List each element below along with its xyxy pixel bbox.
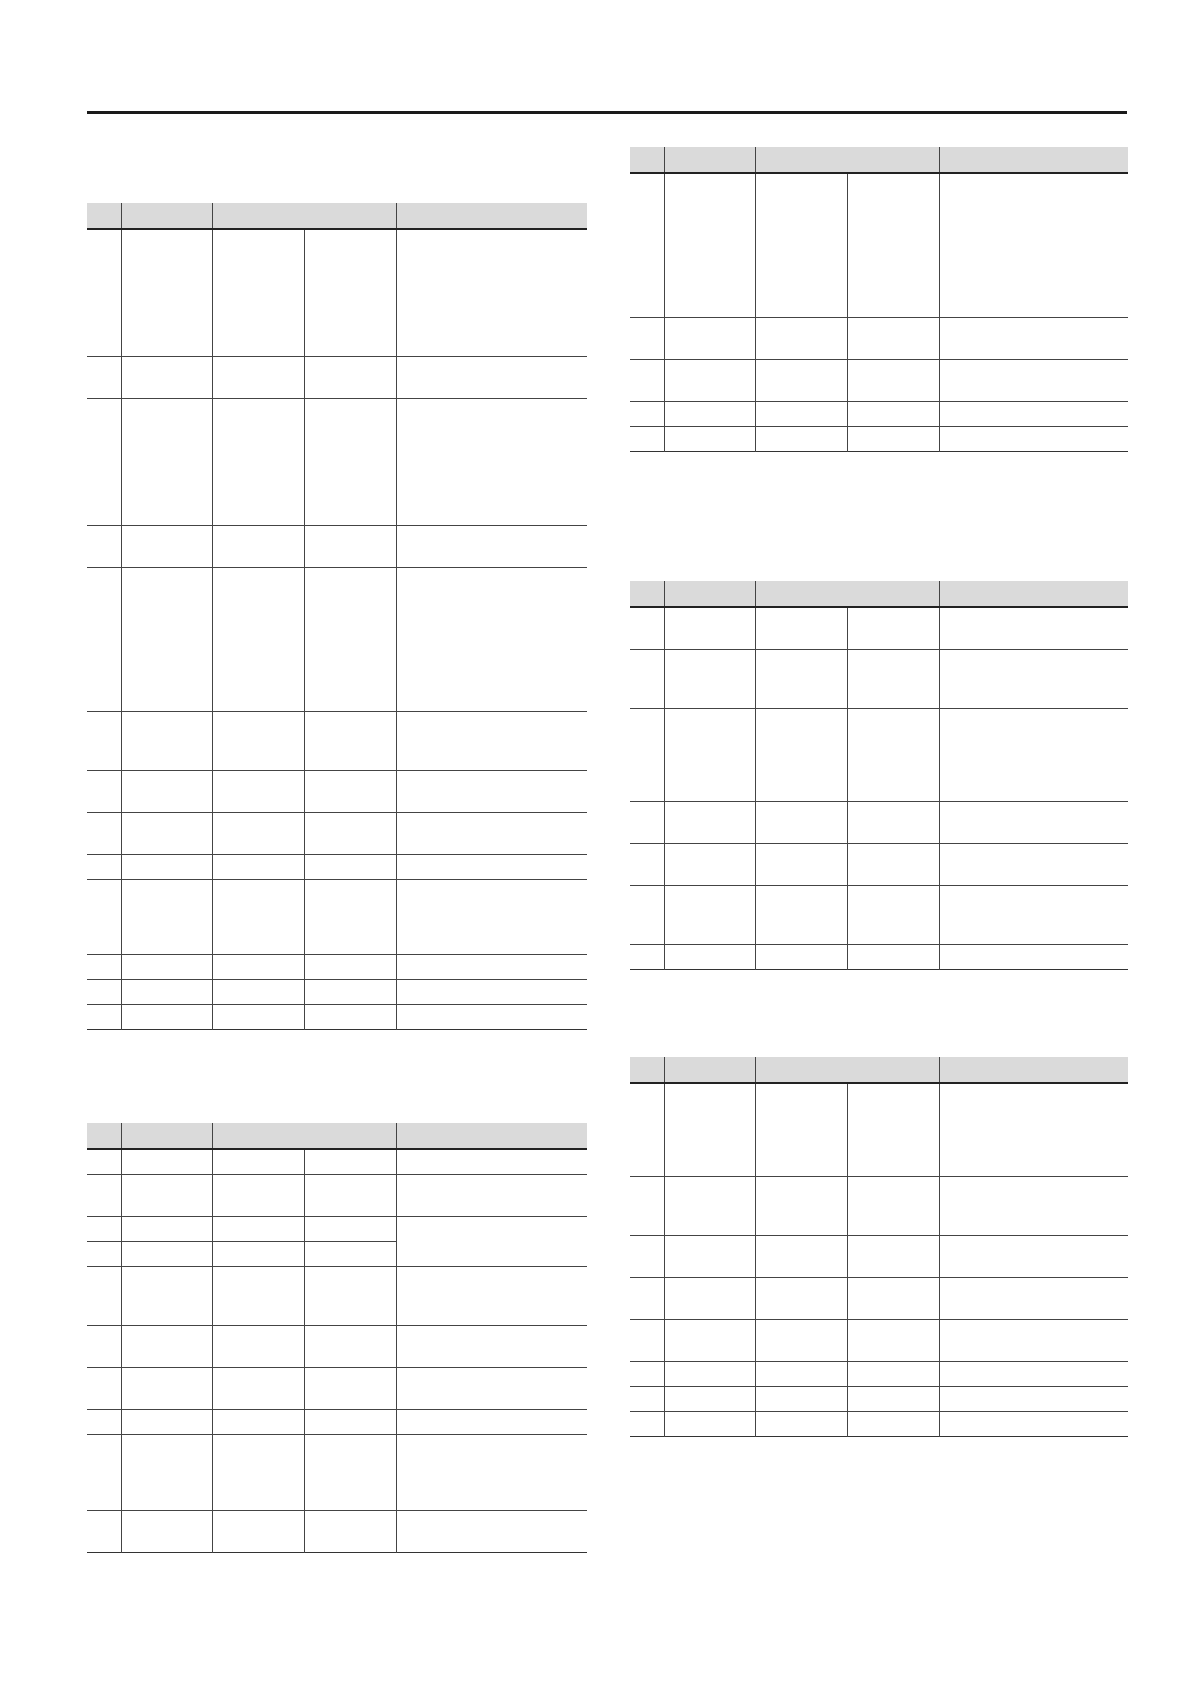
header-cell-explanation — [396, 1123, 587, 1149]
table-cell — [939, 1235, 1128, 1277]
table-cell — [87, 525, 121, 567]
table-cell — [630, 944, 664, 969]
table-cell — [664, 1176, 755, 1235]
table-cell — [304, 1409, 396, 1434]
table-header — [630, 147, 1128, 173]
table-cell — [664, 317, 755, 359]
header-cell-parameter — [121, 203, 212, 229]
table-cell — [847, 885, 939, 944]
table-row — [87, 1434, 587, 1510]
table-cell — [396, 356, 587, 398]
table-cell — [121, 854, 212, 879]
table-cell — [755, 317, 847, 359]
table-cell — [755, 944, 847, 969]
header-cell-parameter — [121, 1123, 212, 1149]
table-row — [630, 1277, 1128, 1319]
table-cell — [212, 1241, 304, 1266]
table-cell — [87, 1241, 121, 1266]
table-cell — [304, 711, 396, 770]
table-cell — [212, 854, 304, 879]
table-cell — [847, 317, 939, 359]
table-cell — [664, 801, 755, 843]
table-cell — [87, 567, 121, 711]
table-cell — [755, 1361, 847, 1386]
table-cell — [304, 1434, 396, 1510]
table-cell — [630, 649, 664, 708]
table-cell — [630, 885, 664, 944]
table-cell — [121, 770, 212, 812]
table-cell — [121, 1409, 212, 1434]
table-header — [87, 203, 587, 229]
table-cell — [304, 879, 396, 954]
table-row — [630, 708, 1128, 801]
table-cell — [664, 1083, 755, 1176]
table-cell — [121, 1174, 212, 1216]
table-cell — [939, 1361, 1128, 1386]
table-row — [630, 1235, 1128, 1277]
table-cell — [755, 1277, 847, 1319]
table-cell — [396, 398, 587, 525]
table-cell — [121, 525, 212, 567]
table-cell — [396, 711, 587, 770]
table-row — [630, 801, 1128, 843]
parameter-table-2 — [87, 1123, 587, 1553]
table-row — [87, 954, 587, 979]
table-cell — [396, 1510, 587, 1552]
table-cell — [847, 1361, 939, 1386]
table-cell — [939, 401, 1128, 426]
table-cell — [396, 1409, 587, 1434]
header-rule — [87, 111, 1127, 114]
table-cell — [939, 885, 1128, 944]
table-cell — [87, 812, 121, 854]
table-row — [87, 1367, 587, 1409]
table-cell — [396, 954, 587, 979]
table-row — [87, 356, 587, 398]
table-cell — [87, 770, 121, 812]
table-cell — [396, 812, 587, 854]
table-cell — [121, 812, 212, 854]
table-cell — [664, 1361, 755, 1386]
table-cell — [755, 1411, 847, 1436]
table-cell — [212, 1325, 304, 1367]
table-cell — [87, 854, 121, 879]
table-cell — [304, 1241, 396, 1266]
table-cell — [87, 1149, 121, 1174]
table-cell — [212, 229, 304, 356]
table-cell — [755, 1386, 847, 1411]
table-cell — [755, 173, 847, 317]
table-row — [87, 525, 587, 567]
table-cell — [87, 1409, 121, 1434]
table-cell — [87, 1004, 121, 1029]
table-cell — [304, 1174, 396, 1216]
table-row — [87, 1409, 587, 1434]
table-cell — [212, 979, 304, 1004]
table-cell — [304, 854, 396, 879]
table-cell — [630, 1319, 664, 1361]
table-cell — [939, 843, 1128, 885]
table-cell — [939, 1386, 1128, 1411]
table-cell — [87, 1510, 121, 1552]
table-cell — [755, 649, 847, 708]
table-cell — [212, 1510, 304, 1552]
table-cell — [212, 1434, 304, 1510]
header-cell-value — [212, 1123, 396, 1149]
table-cell — [630, 401, 664, 426]
table-cell — [304, 1266, 396, 1325]
table-cell — [304, 567, 396, 711]
table-row — [87, 1004, 587, 1029]
table-cell — [847, 1386, 939, 1411]
table-cell — [664, 944, 755, 969]
table-cell — [396, 1149, 587, 1174]
table-row — [87, 979, 587, 1004]
table-row — [630, 1176, 1128, 1235]
table-cell — [396, 770, 587, 812]
table-cell — [304, 356, 396, 398]
header-cell-parameter — [664, 1057, 755, 1083]
table-cell — [212, 1216, 304, 1241]
table-cell — [847, 1319, 939, 1361]
table-cell — [755, 607, 847, 649]
table-cell — [939, 1277, 1128, 1319]
header-cell-number — [87, 203, 121, 229]
table-cell — [212, 1174, 304, 1216]
table-cell — [212, 1367, 304, 1409]
table-cell — [87, 1266, 121, 1325]
table-cell — [630, 426, 664, 451]
table-cell — [664, 708, 755, 801]
table-cell — [304, 1216, 396, 1241]
table-row — [630, 649, 1128, 708]
table-row — [87, 1216, 587, 1241]
table-header — [87, 1123, 587, 1149]
header-cell-value — [755, 581, 939, 607]
table-cell — [212, 1266, 304, 1325]
table-row — [87, 1266, 587, 1325]
table-cell — [121, 1266, 212, 1325]
table-cell — [212, 398, 304, 525]
table-cell — [847, 944, 939, 969]
table-row — [630, 944, 1128, 969]
parameter-table-4 — [630, 581, 1128, 970]
table-cell — [939, 1319, 1128, 1361]
table-cell — [939, 944, 1128, 969]
table-cell — [304, 954, 396, 979]
parameter-table-3 — [630, 147, 1128, 452]
table-cell — [121, 1510, 212, 1552]
table-cell — [847, 1176, 939, 1235]
table-cell — [664, 843, 755, 885]
table-cell — [847, 1277, 939, 1319]
table-row — [630, 843, 1128, 885]
table-cell — [87, 1325, 121, 1367]
table-cell — [304, 1367, 396, 1409]
table-row — [87, 879, 587, 954]
table-row — [630, 173, 1128, 317]
table-cell — [755, 801, 847, 843]
table-cell — [121, 1325, 212, 1367]
table-cell — [396, 1266, 587, 1325]
table-cell — [847, 359, 939, 401]
table-cell — [664, 1411, 755, 1436]
table-cell — [121, 711, 212, 770]
header-cell-explanation — [939, 1057, 1128, 1083]
table-cell — [396, 1434, 587, 1510]
table-cell — [304, 229, 396, 356]
table-cell — [939, 801, 1128, 843]
table-cell — [304, 1004, 396, 1029]
table-cell — [87, 229, 121, 356]
table-cell — [630, 607, 664, 649]
table-cell — [304, 979, 396, 1004]
table-cell — [396, 879, 587, 954]
table-cell — [630, 708, 664, 801]
table-cell — [630, 359, 664, 401]
table-cell — [939, 607, 1128, 649]
table-cell — [847, 426, 939, 451]
table-cell — [847, 1083, 939, 1176]
table-cell — [121, 879, 212, 954]
table-cell — [630, 1386, 664, 1411]
table-cell — [212, 770, 304, 812]
table-cell — [664, 426, 755, 451]
table-cell — [664, 1319, 755, 1361]
table-cell — [396, 567, 587, 711]
table-cell — [121, 979, 212, 1004]
table-cell — [304, 770, 396, 812]
table-cell — [87, 398, 121, 525]
table-cell — [755, 1235, 847, 1277]
table-cell — [755, 401, 847, 426]
table-row — [87, 812, 587, 854]
table-cell — [630, 317, 664, 359]
table-row — [87, 1174, 587, 1216]
table-cell — [87, 1434, 121, 1510]
table-cell — [630, 801, 664, 843]
table-row — [87, 229, 587, 356]
parameter-table-1 — [87, 203, 587, 1030]
table-cell — [939, 317, 1128, 359]
table-cell — [755, 1319, 847, 1361]
table-cell — [396, 525, 587, 567]
table-cell — [664, 649, 755, 708]
table-header — [630, 1057, 1128, 1083]
table-cell — [396, 1325, 587, 1367]
table-cell — [847, 843, 939, 885]
table-cell — [87, 1216, 121, 1241]
table-row — [630, 1083, 1128, 1176]
table-cell — [212, 812, 304, 854]
table-cell — [121, 567, 212, 711]
table-cell — [121, 1004, 212, 1029]
table-row — [630, 1319, 1128, 1361]
table-cell — [939, 649, 1128, 708]
table-cell — [664, 173, 755, 317]
table-cell — [121, 1241, 212, 1266]
table-cell — [630, 1083, 664, 1176]
table-cell — [396, 1004, 587, 1029]
table-cell — [304, 525, 396, 567]
table-cell — [630, 1235, 664, 1277]
table-cell — [755, 1176, 847, 1235]
table-cell — [212, 1004, 304, 1029]
table-cell — [212, 1149, 304, 1174]
table-row — [87, 854, 587, 879]
header-cell-value — [755, 147, 939, 173]
table-cell — [939, 1083, 1128, 1176]
table-cell — [939, 173, 1128, 317]
table-cell — [87, 356, 121, 398]
table-row — [630, 885, 1128, 944]
table-cell — [87, 711, 121, 770]
table-cell — [755, 708, 847, 801]
table-cell — [847, 173, 939, 317]
table-cell — [304, 1325, 396, 1367]
table-cell — [664, 401, 755, 426]
parameter-table-5 — [630, 1057, 1128, 1437]
table-cell — [212, 1409, 304, 1434]
table-header — [630, 581, 1128, 607]
table-cell — [847, 649, 939, 708]
table-cell — [304, 1510, 396, 1552]
table-cell — [212, 567, 304, 711]
table-cell — [847, 801, 939, 843]
table-row — [87, 1510, 587, 1552]
table-cell — [212, 879, 304, 954]
table-cell — [755, 885, 847, 944]
header-cell-number — [630, 1057, 664, 1083]
table-cell — [212, 525, 304, 567]
table-cell — [121, 398, 212, 525]
header-cell-parameter — [664, 581, 755, 607]
header-cell-number — [630, 581, 664, 607]
table-row — [630, 607, 1128, 649]
table-row — [87, 567, 587, 711]
table-cell — [304, 1149, 396, 1174]
table-cell — [87, 879, 121, 954]
table-cell — [630, 1361, 664, 1386]
table-cell — [121, 1367, 212, 1409]
table-cell — [939, 426, 1128, 451]
table-cell — [121, 356, 212, 398]
table-cell — [304, 398, 396, 525]
table-row — [87, 1325, 587, 1367]
table-cell — [87, 954, 121, 979]
table-cell — [664, 607, 755, 649]
table-cell — [939, 708, 1128, 801]
table-cell — [664, 359, 755, 401]
table-cell — [939, 359, 1128, 401]
table-cell — [755, 359, 847, 401]
header-cell-parameter — [664, 147, 755, 173]
table-cell — [847, 1235, 939, 1277]
table-cell — [630, 1277, 664, 1319]
table-row — [630, 317, 1128, 359]
table-cell — [396, 854, 587, 879]
table-cell — [939, 1176, 1128, 1235]
table-cell — [396, 1216, 587, 1266]
table-cell — [121, 954, 212, 979]
table-cell — [121, 1149, 212, 1174]
table-cell — [847, 401, 939, 426]
table-cell — [396, 1367, 587, 1409]
table-row — [630, 359, 1128, 401]
table-cell — [121, 1216, 212, 1241]
table-cell — [212, 954, 304, 979]
table-row — [630, 1361, 1128, 1386]
table-cell — [396, 979, 587, 1004]
table-row — [87, 711, 587, 770]
table-row — [87, 398, 587, 525]
table-cell — [939, 1411, 1128, 1436]
table-cell — [396, 229, 587, 356]
table-cell — [304, 812, 396, 854]
table-cell — [664, 885, 755, 944]
header-cell-explanation — [939, 581, 1128, 607]
table-row — [630, 1411, 1128, 1436]
table-cell — [847, 1411, 939, 1436]
table-cell — [87, 1367, 121, 1409]
table-cell — [755, 426, 847, 451]
table-cell — [755, 843, 847, 885]
header-cell-value — [755, 1057, 939, 1083]
table-row — [87, 1149, 587, 1174]
table-cell — [396, 1174, 587, 1216]
table-cell — [630, 173, 664, 317]
table-cell — [121, 1434, 212, 1510]
table-cell — [212, 711, 304, 770]
table-cell — [630, 843, 664, 885]
header-cell-explanation — [939, 147, 1128, 173]
table-cell — [87, 979, 121, 1004]
table-cell — [664, 1277, 755, 1319]
header-cell-explanation — [396, 203, 587, 229]
table-cell — [121, 229, 212, 356]
header-cell-number — [630, 147, 664, 173]
table-cell — [755, 1083, 847, 1176]
table-row — [630, 426, 1128, 451]
table-cell — [664, 1386, 755, 1411]
table-row — [630, 401, 1128, 426]
table-cell — [847, 708, 939, 801]
header-cell-value — [212, 203, 396, 229]
table-row — [87, 770, 587, 812]
table-cell — [664, 1235, 755, 1277]
header-cell-number — [87, 1123, 121, 1149]
table-row — [630, 1386, 1128, 1411]
table-cell — [212, 356, 304, 398]
table-cell — [630, 1176, 664, 1235]
table-cell — [630, 1411, 664, 1436]
table-cell — [847, 607, 939, 649]
table-cell — [87, 1174, 121, 1216]
